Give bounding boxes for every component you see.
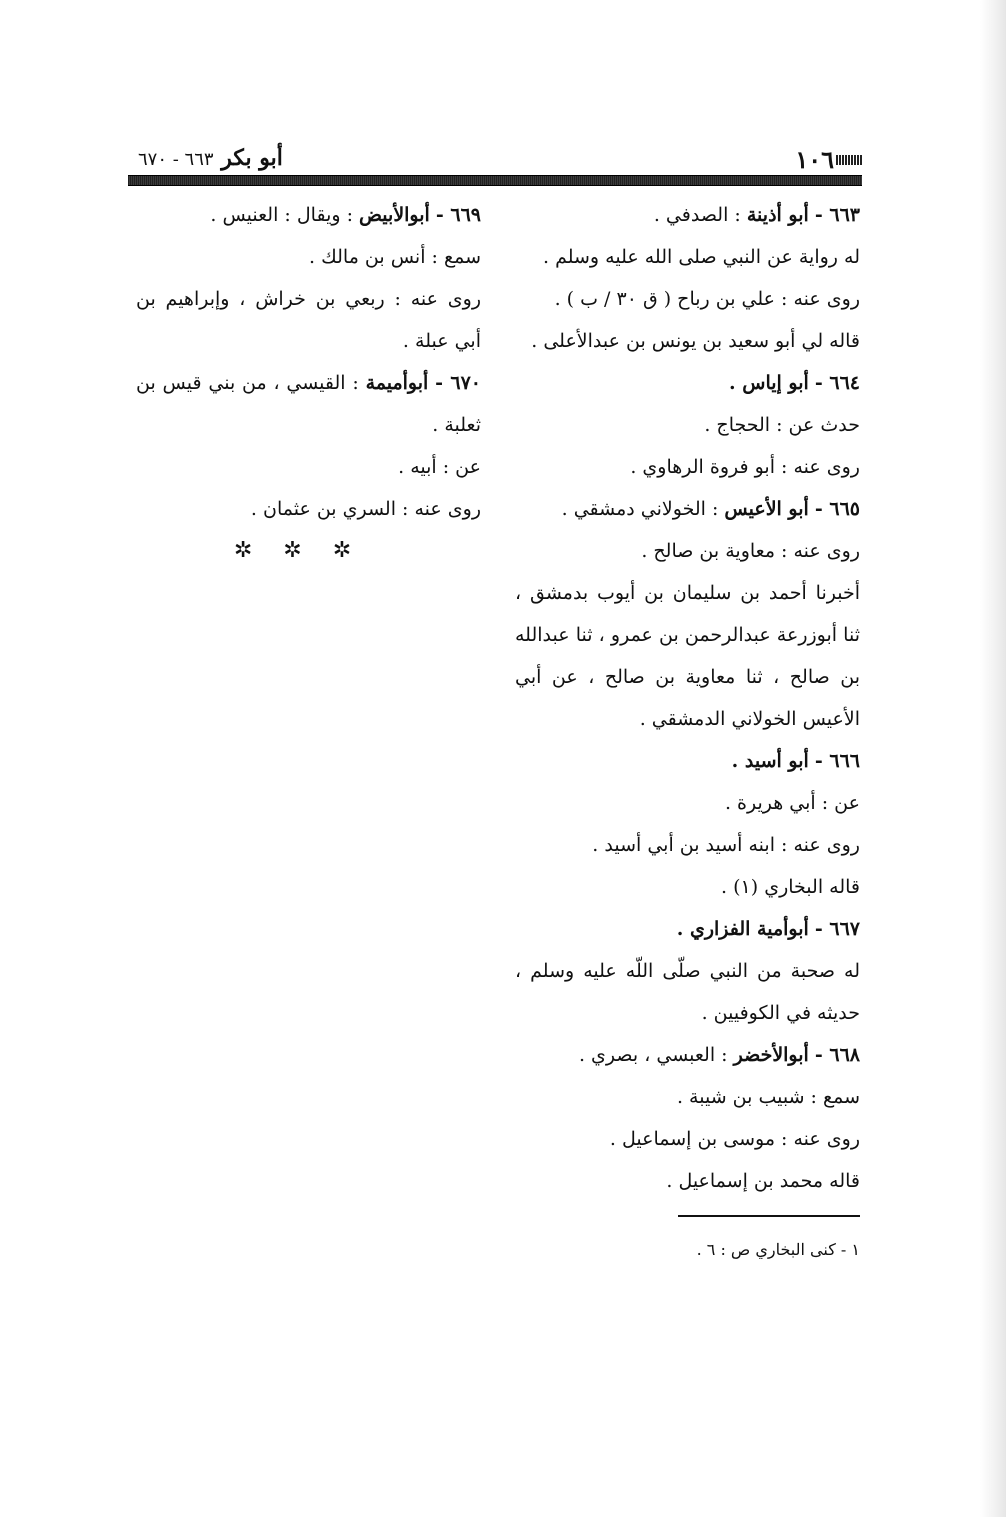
page-number: ١٠٦ [795, 145, 834, 174]
entry-line: قاله محمد بن إسماعيل . [666, 1170, 860, 1192]
entry-line: سمع : أنس بن مالك . [309, 246, 481, 268]
entry-narration: أخبرنا أحمد بن سليمان بن أيوب بدمشق ، ثنا أبوزرعة عبدالرحمن بن عمرو ، ثنا عبدالله بن صالح ، ثنا معاوية بن صالح ، عن أبي الأعيس الخولاني الدمشقي . [515, 582, 860, 730]
entry-number: ٦٦٦ - [814, 750, 860, 772]
entry-669 [136, 194, 481, 362]
entry-name: أبو إياس . [729, 372, 809, 394]
entry-line: عن : أبي هريرة . [724, 792, 860, 814]
entry-narration: له صحبة من النبي صلّى اللّه عليه وسلم ، حديثه في الكوفيين . [515, 960, 860, 1024]
entry-number: ٦٦٧ - [814, 918, 860, 940]
entry-heading [515, 194, 860, 236]
entry-line: عن : أبيه . [398, 456, 481, 478]
entry-heading [515, 488, 860, 530]
entry-range: ٦٦٣ - ٦٧٠ [138, 149, 214, 170]
entry-line: قاله البخاري (١) . [721, 876, 860, 898]
entry-line: روى عنه : موسى بن إسماعيل . [609, 1128, 860, 1150]
entry-number: ٦٦٤ - [814, 372, 860, 394]
entry-663 [515, 194, 860, 362]
entry-description: : ويقال : العنيس . [210, 204, 353, 226]
entry-heading [515, 908, 860, 950]
entry-description: : الخولاني دمشقي . [561, 498, 719, 520]
entry-name: أبو أسيد . [731, 750, 809, 772]
entry-line: روى عنه : أبو فروة الرهاوي . [630, 456, 860, 478]
entry-number: ٦٦٩ - [435, 204, 481, 226]
entry-666 [515, 740, 860, 908]
entry-line: روى عنه : السري بن عثمان . [250, 498, 481, 520]
entry-line: حدث عن : الحجاج . [704, 414, 860, 436]
entry-name: أبو أذينة [746, 204, 809, 226]
entry-description: : الصدفي . [653, 204, 741, 226]
entry-number: ٦٦٣ - [814, 204, 860, 226]
left-column [136, 194, 481, 572]
entry-name: أبوالأخضر [733, 1044, 809, 1066]
entry-description: : العبسي ، بصري . [578, 1044, 728, 1066]
entry-line: روى عنه : معاوية بن صالح . [641, 540, 860, 562]
entry-665 [515, 488, 860, 740]
entry-narration: روى عنه : ربعي بن خراش ، وإبراهيم بن أبي عبلة . [136, 288, 481, 352]
entry-line: سمع : شبيب بن شيبة . [676, 1086, 860, 1108]
scan-edge-shadow [980, 0, 1006, 1517]
entry-line: له رواية عن النبي صلى الله عليه وسلم . [543, 246, 860, 268]
footnote-separator [678, 1215, 860, 1217]
entry-heading [515, 362, 860, 404]
entry-664 [515, 362, 860, 488]
entry-heading [515, 1034, 860, 1076]
entry-line: روى عنه : علي بن رباح ( ق ٣٠ / ب ) . [554, 288, 860, 310]
entry-name: أبوأمية الفزاري . [676, 918, 809, 940]
running-title [138, 145, 283, 171]
entry-heading [136, 194, 481, 236]
entry-line: روى عنه : ابنه أسيد بن أبي أسيد . [592, 834, 860, 856]
entry-668 [515, 1034, 860, 1202]
entry-heading [515, 740, 860, 782]
right-column [515, 194, 860, 1202]
entry-number: ٦٦٨ - [814, 1044, 860, 1066]
entry-name: أبوأميمة [365, 372, 429, 394]
entry-description: : القيسي ، من بني قيس بن ثعلبة . [136, 372, 481, 436]
entry-670 [136, 362, 481, 530]
entry-667 [515, 908, 860, 1034]
running-title-text: أبو بكر [221, 145, 283, 171]
page-header [128, 145, 862, 175]
entry-name: أبو الأعيس [724, 498, 809, 520]
header-rule [128, 175, 862, 186]
section-end-stars-icon: ✲ ✲ ✲ [233, 538, 364, 563]
entry-name: أبوالأبيض [359, 204, 430, 226]
footnote: ١ - كنى البخاري ص : ٦ . [696, 1240, 860, 1259]
entry-line: قاله لي أبو سعيد بن يونس بن عبدالأعلى . [531, 330, 860, 352]
header-ornament-icon [836, 155, 862, 165]
entry-heading [136, 362, 481, 446]
entry-number: ٦٦٥ - [814, 498, 860, 520]
entry-number: ٦٧٠ - [435, 372, 481, 394]
